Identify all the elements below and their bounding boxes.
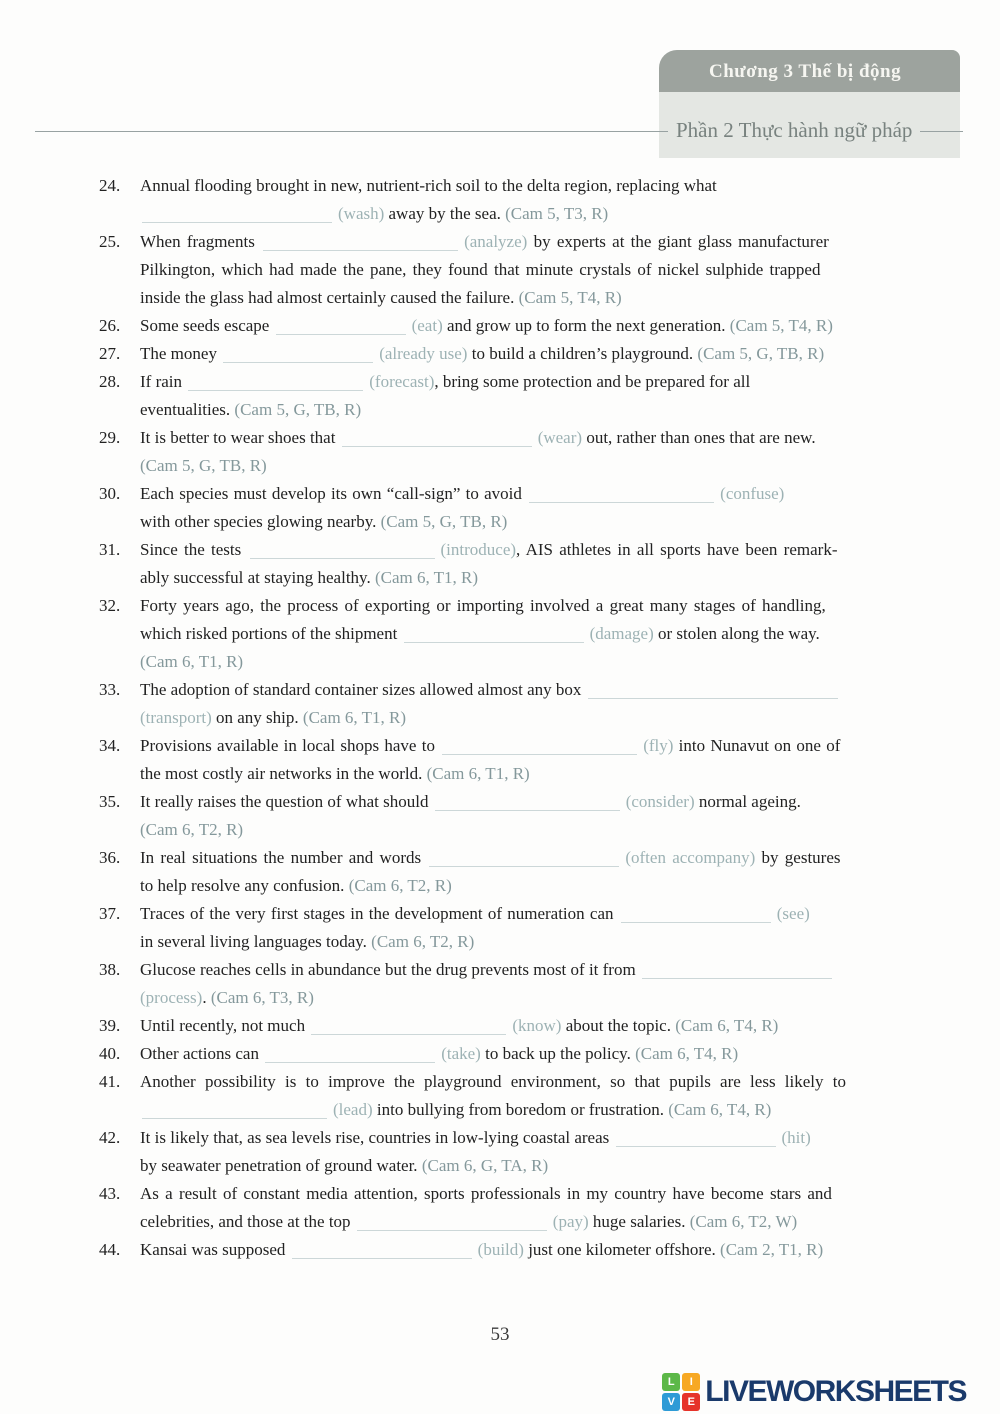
source-citation: (Cam 5, T3, R) bbox=[505, 204, 609, 223]
item-line bbox=[140, 536, 880, 564]
answer-blank[interactable] bbox=[404, 628, 584, 643]
text-run: huge salaries. bbox=[588, 1212, 690, 1231]
source-citation: (Cam 5, T4, R) bbox=[518, 288, 622, 307]
exercise-item bbox=[99, 732, 880, 788]
answer-blank[interactable] bbox=[142, 1104, 327, 1119]
text-run: to help resolve any confusion. bbox=[140, 876, 349, 895]
text-run: into bullying from boredom or frustration. bbox=[372, 1100, 669, 1119]
answer-blank[interactable] bbox=[435, 796, 620, 811]
text-run: in several living languages today. bbox=[140, 932, 372, 951]
text-run: . bbox=[202, 988, 211, 1007]
verb-hint: (transport) bbox=[140, 708, 212, 727]
answer-blank[interactable] bbox=[292, 1244, 472, 1259]
source-citation: (Cam 6, T2, R) bbox=[348, 876, 452, 895]
exercise-item bbox=[99, 592, 880, 676]
text-run: If rain bbox=[140, 372, 187, 391]
exercise-item bbox=[99, 424, 880, 480]
item-line bbox=[140, 172, 880, 200]
source-citation: (Cam 6, T1, R) bbox=[140, 652, 244, 671]
verb-hint: (build) bbox=[477, 1240, 524, 1259]
verb-hint: (see) bbox=[776, 904, 810, 923]
item-line bbox=[140, 228, 880, 256]
item-line bbox=[140, 200, 880, 228]
exercise-item bbox=[99, 1012, 880, 1040]
liveworksheets-icon bbox=[662, 1373, 700, 1411]
verb-hint: (introduce) bbox=[440, 540, 517, 559]
verb-hint: (lead) bbox=[333, 1100, 373, 1119]
verb-hint: (confuse) bbox=[720, 484, 785, 503]
item-line bbox=[140, 1068, 880, 1096]
verb-hint: (fly) bbox=[643, 736, 674, 755]
logo-wordmark: LIVEWORKSHEETS bbox=[705, 1375, 966, 1408]
item-number: 24. bbox=[99, 176, 121, 195]
exercise-item bbox=[99, 312, 880, 340]
item-number: 32. bbox=[99, 596, 121, 615]
answer-blank[interactable] bbox=[442, 740, 637, 755]
source-citation: (Cam 6, T1, R) bbox=[374, 568, 479, 587]
item-number: 25. bbox=[99, 232, 121, 251]
text-run: Each species must develop its own “call-sign” to avoid bbox=[140, 484, 528, 503]
item-number: 27. bbox=[99, 344, 121, 363]
text-run: Glucose reaches cells in abundance but the drug prevents most of it from bbox=[140, 960, 640, 979]
source-citation: (Cam 2, T1, R) bbox=[720, 1240, 824, 1259]
text-run: Another possibility is to improve the playground environment, so that pupils are less likely to bbox=[140, 1072, 846, 1091]
text-run: Annual flooding brought in new, nutrient-rich soil to the delta region, replacing what bbox=[140, 176, 717, 195]
text-run: Until recently, not much bbox=[140, 1016, 310, 1035]
answer-blank[interactable] bbox=[188, 376, 363, 391]
answer-blank[interactable] bbox=[342, 432, 532, 447]
item-number: 39. bbox=[99, 1016, 121, 1035]
item-line bbox=[140, 676, 880, 704]
item-number: 31. bbox=[99, 540, 121, 559]
source-citation: (Cam 5, G, TB, R) bbox=[234, 400, 362, 419]
exercise-item bbox=[99, 172, 880, 228]
text-run: into Nunavut on one of bbox=[673, 736, 841, 755]
answer-blank[interactable] bbox=[265, 1048, 435, 1063]
text-run: on any ship. bbox=[211, 708, 303, 727]
verb-hint: (forecast) bbox=[369, 372, 435, 391]
answer-blank[interactable] bbox=[642, 964, 832, 979]
item-number: 41. bbox=[99, 1072, 121, 1091]
text-run: , bring some protection and be prepared for all bbox=[434, 372, 751, 391]
text-run: away by the sea. bbox=[384, 204, 506, 223]
source-citation: (Cam 6, T2, W) bbox=[689, 1212, 798, 1231]
text-run: which risked portions of the shipment bbox=[140, 624, 402, 643]
source-citation: (Cam 6, T1, R) bbox=[426, 764, 530, 783]
item-line bbox=[140, 1124, 880, 1152]
liveworksheets-logo[interactable] bbox=[662, 1372, 966, 1412]
item-number: 43. bbox=[99, 1184, 121, 1203]
item-line bbox=[140, 1152, 880, 1180]
item-line bbox=[140, 956, 880, 984]
text-run: The adoption of standard container sizes allowed almost any box bbox=[140, 680, 586, 699]
verb-hint: (analyze) bbox=[464, 232, 528, 251]
item-line bbox=[140, 564, 880, 592]
source-citation: (Cam 6, T3, R) bbox=[210, 988, 314, 1007]
item-line bbox=[140, 620, 880, 648]
answer-blank[interactable] bbox=[276, 320, 406, 335]
text-run: , AIS athletes in all sports have been remark- bbox=[516, 540, 838, 559]
text-run: and grow up to form the next generation. bbox=[442, 316, 730, 335]
text-run: just one kilometer offshore. bbox=[523, 1240, 721, 1259]
item-line bbox=[140, 844, 880, 872]
text-run: with other species glowing nearby. bbox=[140, 512, 381, 531]
item-line bbox=[140, 732, 880, 760]
answer-blank[interactable] bbox=[588, 684, 838, 699]
answer-blank[interactable] bbox=[616, 1132, 776, 1147]
exercise-item bbox=[99, 1180, 880, 1236]
item-line bbox=[140, 396, 880, 424]
item-number: 40. bbox=[99, 1044, 121, 1063]
answer-blank[interactable] bbox=[357, 1216, 547, 1231]
source-citation: (Cam 5, T4, R) bbox=[729, 316, 833, 335]
exercise-item bbox=[99, 536, 880, 592]
text-run: to build a children’s playground. bbox=[467, 344, 698, 363]
item-number: 35. bbox=[99, 792, 121, 811]
source-citation: (Cam 5, G, TB, R) bbox=[380, 512, 508, 531]
item-number: 29. bbox=[99, 428, 121, 447]
source-citation: (Cam 6, T2, R) bbox=[140, 820, 244, 839]
item-line bbox=[140, 452, 880, 480]
item-line bbox=[140, 284, 880, 312]
text-run: by gestures bbox=[755, 848, 841, 867]
item-line bbox=[140, 1012, 880, 1040]
chapter-tab bbox=[659, 50, 960, 92]
logo-letter-square: L bbox=[662, 1373, 680, 1391]
item-line bbox=[140, 312, 880, 340]
item-line bbox=[140, 704, 880, 732]
source-citation: (Cam 6, T1, R) bbox=[302, 708, 407, 727]
exercise-item bbox=[99, 788, 880, 844]
verb-hint: (process) bbox=[140, 988, 203, 1007]
exercise-item bbox=[99, 844, 880, 900]
text-run: by experts at the giant glass manufacturer bbox=[527, 232, 829, 251]
item-line bbox=[140, 788, 880, 816]
chapter-title: Chương 3 Thế bị động bbox=[709, 61, 902, 82]
text-run: celebrities, and those at the top bbox=[140, 1212, 355, 1231]
item-line bbox=[140, 1180, 880, 1208]
text-run: Pilkington, which had made the pane, they found that minute crystals of nickel sulphide trapped bbox=[140, 260, 821, 279]
text-run: Since the tests bbox=[140, 540, 248, 559]
text-run: When fragments bbox=[140, 232, 262, 251]
item-number: 44. bbox=[99, 1240, 121, 1259]
text-run: normal ageing. bbox=[694, 792, 801, 811]
exercise-item bbox=[99, 900, 880, 956]
text-run: The money bbox=[140, 344, 222, 363]
item-line bbox=[140, 1040, 880, 1068]
text-run: In real situations the number and words bbox=[140, 848, 428, 867]
verb-hint: (take) bbox=[441, 1044, 481, 1063]
answer-blank[interactable] bbox=[142, 208, 332, 223]
text-run: Forty years ago, the process of exporting or importing involved a great many stages of handling, bbox=[140, 596, 826, 615]
text-run: It is likely that, as sea levels rise, countries in low-lying coastal areas bbox=[140, 1128, 614, 1147]
verb-hint: (know) bbox=[512, 1016, 562, 1035]
text-run: It really raises the question of what should bbox=[140, 792, 433, 811]
exercise-item bbox=[99, 340, 880, 368]
item-line bbox=[140, 1208, 880, 1236]
exercise-item bbox=[99, 956, 880, 1012]
item-line bbox=[140, 340, 880, 368]
verb-hint: (hit) bbox=[781, 1128, 811, 1147]
text-run: by seawater penetration of ground water. bbox=[140, 1156, 422, 1175]
answer-blank[interactable] bbox=[429, 852, 619, 867]
exercise-item bbox=[99, 228, 880, 312]
text-run: or stolen along the way. bbox=[653, 624, 820, 643]
answer-blank[interactable] bbox=[250, 544, 435, 559]
text-run: out, rather than ones that are new. bbox=[582, 428, 816, 447]
source-citation: (Cam 6, T4, R) bbox=[668, 1100, 772, 1119]
answer-blank[interactable] bbox=[621, 908, 771, 923]
verb-hint: (wash) bbox=[338, 204, 385, 223]
item-line bbox=[140, 900, 880, 928]
logo-letter-square: I bbox=[682, 1373, 700, 1391]
exercise-item bbox=[99, 1040, 880, 1068]
item-line bbox=[140, 872, 880, 900]
exercise-item bbox=[99, 676, 880, 732]
text-run: ably successful at staying healthy. bbox=[140, 568, 375, 587]
item-number: 28. bbox=[99, 372, 121, 391]
answer-blank[interactable] bbox=[311, 1020, 506, 1035]
item-line bbox=[140, 1236, 880, 1264]
source-citation: (Cam 5, G, TB, R) bbox=[697, 344, 825, 363]
section-title: Phần 2 Thực hành ngữ pháp bbox=[668, 118, 920, 143]
text-run: Other actions can bbox=[140, 1044, 264, 1063]
answer-blank[interactable] bbox=[263, 236, 458, 251]
answer-blank[interactable] bbox=[223, 348, 373, 363]
item-number: 36. bbox=[99, 848, 121, 867]
item-line bbox=[140, 368, 880, 396]
exercise-item bbox=[99, 1068, 880, 1124]
source-citation: (Cam 6, T2, R) bbox=[371, 932, 475, 951]
item-line bbox=[140, 984, 880, 1012]
text-run: Provisions available in local shops have to bbox=[140, 736, 441, 755]
item-line bbox=[140, 592, 880, 620]
item-line bbox=[140, 480, 880, 508]
page-number: 53 bbox=[490, 1324, 510, 1345]
text-run: Some seeds escape bbox=[140, 316, 274, 335]
item-line bbox=[140, 1096, 880, 1124]
logo-letter-square: V bbox=[662, 1393, 680, 1411]
source-citation: (Cam 6, T4, R) bbox=[635, 1044, 739, 1063]
source-citation: (Cam 6, G, TA, R) bbox=[421, 1156, 549, 1175]
exercise-item bbox=[99, 480, 880, 536]
item-line bbox=[140, 928, 880, 956]
item-number: 42. bbox=[99, 1128, 121, 1147]
answer-blank[interactable] bbox=[529, 488, 714, 503]
item-line bbox=[140, 424, 880, 452]
item-number: 30. bbox=[99, 484, 121, 503]
item-line bbox=[140, 760, 880, 788]
exercise-item bbox=[99, 368, 880, 424]
item-line bbox=[140, 256, 880, 284]
text-run: As a result of constant media attention, sports professionals in my country have become stars and bbox=[140, 1184, 832, 1203]
item-line bbox=[140, 816, 880, 844]
verb-hint: (already use) bbox=[379, 344, 468, 363]
exercise-item bbox=[99, 1236, 880, 1264]
item-number: 26. bbox=[99, 316, 121, 335]
item-number: 38. bbox=[99, 960, 121, 979]
exercise-item bbox=[99, 1124, 880, 1180]
exercise-list bbox=[99, 172, 880, 1264]
verb-hint: (wear) bbox=[537, 428, 583, 447]
text-run: about the topic. bbox=[561, 1016, 676, 1035]
text-run: to back up the policy. bbox=[480, 1044, 636, 1063]
item-number: 37. bbox=[99, 904, 121, 923]
item-line bbox=[140, 648, 880, 676]
text-run: eventualities. bbox=[140, 400, 235, 419]
text-run: Kansai was supposed bbox=[140, 1240, 290, 1259]
verb-hint: (pay) bbox=[552, 1212, 589, 1231]
text-run: Traces of the very first stages in the development of numeration can bbox=[140, 904, 619, 923]
source-citation: (Cam 6, T4, R) bbox=[675, 1016, 779, 1035]
text-run: inside the glass had almost certainly caused the failure. bbox=[140, 288, 519, 307]
verb-hint: (damage) bbox=[589, 624, 654, 643]
text-run: the most costly air networks in the world. bbox=[140, 764, 427, 783]
item-number: 34. bbox=[99, 736, 121, 755]
text-run: It is better to wear shoes that bbox=[140, 428, 340, 447]
verb-hint: (eat) bbox=[411, 316, 443, 335]
verb-hint: (often accompany) bbox=[625, 848, 756, 867]
item-line bbox=[140, 508, 880, 536]
logo-letter-square: E bbox=[682, 1393, 700, 1411]
verb-hint: (consider) bbox=[625, 792, 695, 811]
source-citation: (Cam 5, G, TB, R) bbox=[140, 456, 267, 475]
item-number: 33. bbox=[99, 680, 121, 699]
